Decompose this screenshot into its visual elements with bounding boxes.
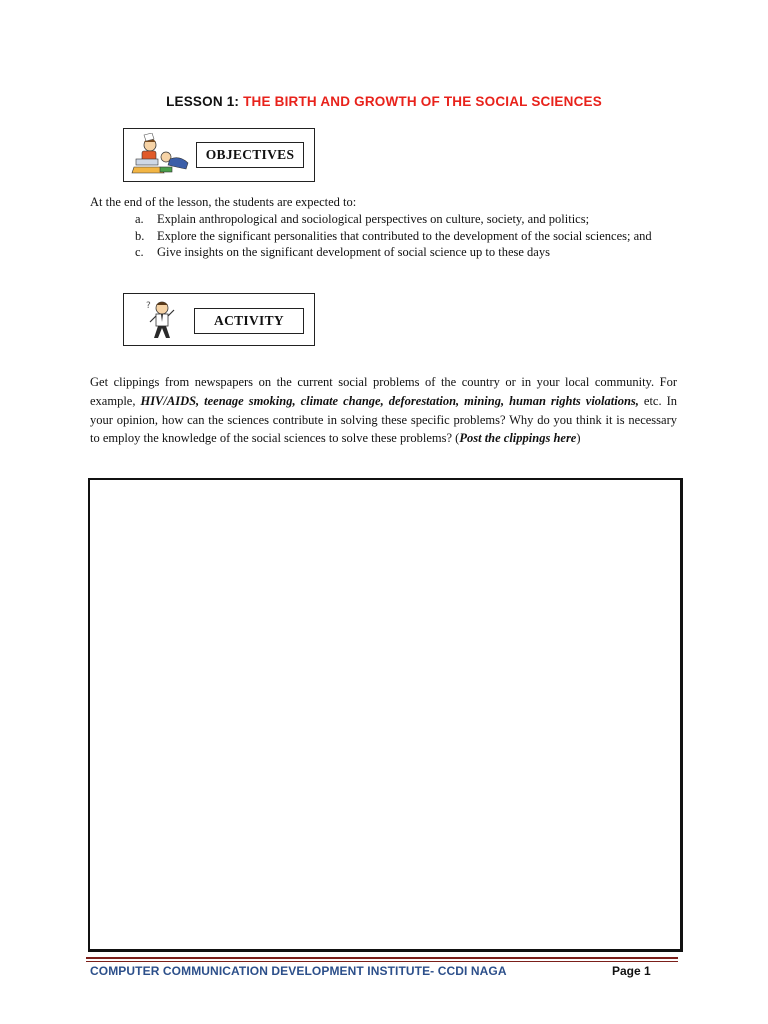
lesson-number: LESSON 1: [166, 94, 244, 109]
objectives-label: OBJECTIVES [196, 142, 304, 168]
clippings-area [88, 478, 683, 952]
post-note: Post the clippings here [459, 431, 577, 446]
lesson-heading: THE BIRTH AND GROWTH OF THE SOCIAL SCIENCES [243, 94, 602, 109]
list-marker: b. [135, 228, 145, 243]
objectives-list [135, 211, 677, 261]
activity-label: ACTIVITY [194, 308, 304, 334]
objective-text: Explore the significant personalities that contributed to the development of the social sciences; and [157, 228, 652, 243]
list-marker: c. [135, 245, 144, 259]
list-marker: a. [135, 212, 144, 226]
lesson-title [0, 94, 768, 109]
footer-divider [86, 957, 678, 959]
list-item [135, 228, 677, 245]
thinking-person-icon [144, 298, 184, 342]
page-number: Page 1 [612, 964, 651, 978]
footer-divider [86, 961, 678, 962]
list-item [135, 211, 677, 228]
objectives-intro: At the end of the lesson, the students are expected to: [90, 195, 357, 209]
activity-header-box [123, 293, 315, 346]
instruction-text: ) [576, 431, 581, 446]
example-topics: HIV/AIDS, teenage smoking, climate change, deforestation, mining, human rights violations, [140, 393, 639, 408]
objective-text: Give insights on the significant development of social science up to these days [157, 245, 550, 259]
footer-institute: COMPUTER COMMUNICATION DEVELOPMENT INSTITUTE- CCDI NAGA [90, 964, 507, 978]
list-item [135, 244, 677, 261]
instruction-text: etc. In your opinion, how can the sciences contribute in solving these specific problems? Why do you think it is necessary to employ the knowledge of the social sciences to solve these problems? ( [90, 393, 678, 446]
instruction-text: Get clippings from newspapers on the current social problems of the country or in your local community. For example, [90, 375, 677, 408]
objectives-header-box [123, 128, 315, 182]
svg-text:?: ? [146, 301, 151, 311]
activity-instructions [90, 373, 677, 448]
reading-students-icon [130, 133, 192, 177]
objective-text: Explain anthropological and sociological perspectives on culture, society, and politics; [157, 212, 590, 226]
